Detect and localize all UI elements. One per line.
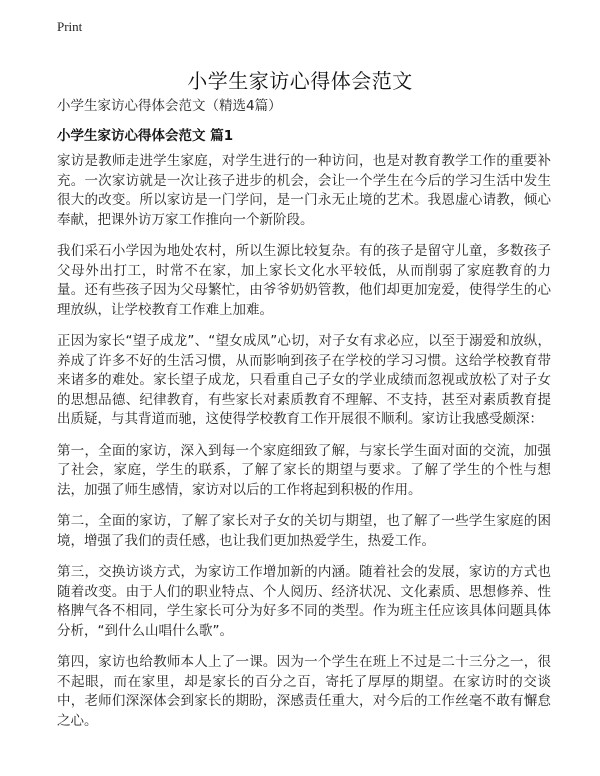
paragraph-6: 第三，交换访谈方式，为家访工作增加新的内涵。随着社会的发展，家访的方式也随着改变。由于人们的职业特点、个人阅历、经济状况、文化素质、思想修养、性格脾气各不相同，学生家长可分为好多不同的类型。作为班主任应该具体问题具体分析，“到什么山唱什么歌”。 (57, 564, 551, 639)
print-link[interactable]: Print (57, 19, 83, 34)
article-body (57, 152, 551, 743)
paragraph-4: 第一，全面的家访，深入到每一个家庭细致了解，与家长学生面对面的交流，加强了社会，家庭，学生的联系，了解了家长的期望与要求。了解了学生的个性与想法，加强了师生感情，家访对以后的工作将起到积极的作用。 (57, 442, 551, 498)
page-title: 小学生家访心得体会范文 (187, 69, 413, 94)
paragraph-5: 第二，全面的家访，了解了家长对子女的关切与期望，也了解了一些学生家庭的困境，增强了我们的责任感，也让我们更加热爱学生，热爱工作。 (57, 513, 551, 549)
section-heading: 小学生家访心得体会范文 篇1 (57, 128, 234, 144)
paragraph-2: 我们采石小学因为地处农村，所以生源比较复杂。有的孩子是留守儿童，多数孩子父母外出打工，时常不在家，加上家长文化水平较低，从而削弱了家庭教育的力量。还有些孩子因为父母繁忙，由爷爷奶奶管教，他们却更加宠爱，使得学生的心理放纵，让学校教育工作难上加难。 (57, 243, 551, 318)
document-subtitle: 小学生家访心得体会范文（精选4篇） (57, 98, 282, 114)
paragraph-1: 家访是教师走进学生家庭，对学生进行的一种访问，也是对教育教学工作的重要补充。一次家访就是一次让孩子进步的机会，会让一个学生在今后的学习生活中发生很大的改变。所以家访是一门学问，是一门永无止境的艺术。我恩虚心请教，倾心奉献，把课外访万家工作推向一个新阶段。 (57, 153, 551, 228)
paragraph-7: 第四，家访也给教师本人上了一课。因为一个学生在班上不过是二十三分之一，很不起眼，而在家里，却是家长的百分之百，寄托了厚厚的期望。在家访时的交谈中，老师们深深体会到家长的期盼，深感责任重大，对今后的工作丝毫不敢有懈怠之心。 (57, 654, 551, 729)
paragraph-3: 正因为家长“望子成龙”、“望女成凤”心切，对子女有求必应，以至于溺爱和放纵，养成了许多不好的生活习惯，从而影响到孩子在学校的学习习惯。这给学校教育带来诸多的难处。家长望子成龙，只看重自己子女的学业成绩而忽视或放松了对子女的思想品德、纪律教育，有些家长对素质教育不理解、不支持，甚至对素质教育提出质疑，与其背道而驰，这使得学校教育工作开展很不顺利。家访让我感受颇深： (57, 333, 551, 427)
